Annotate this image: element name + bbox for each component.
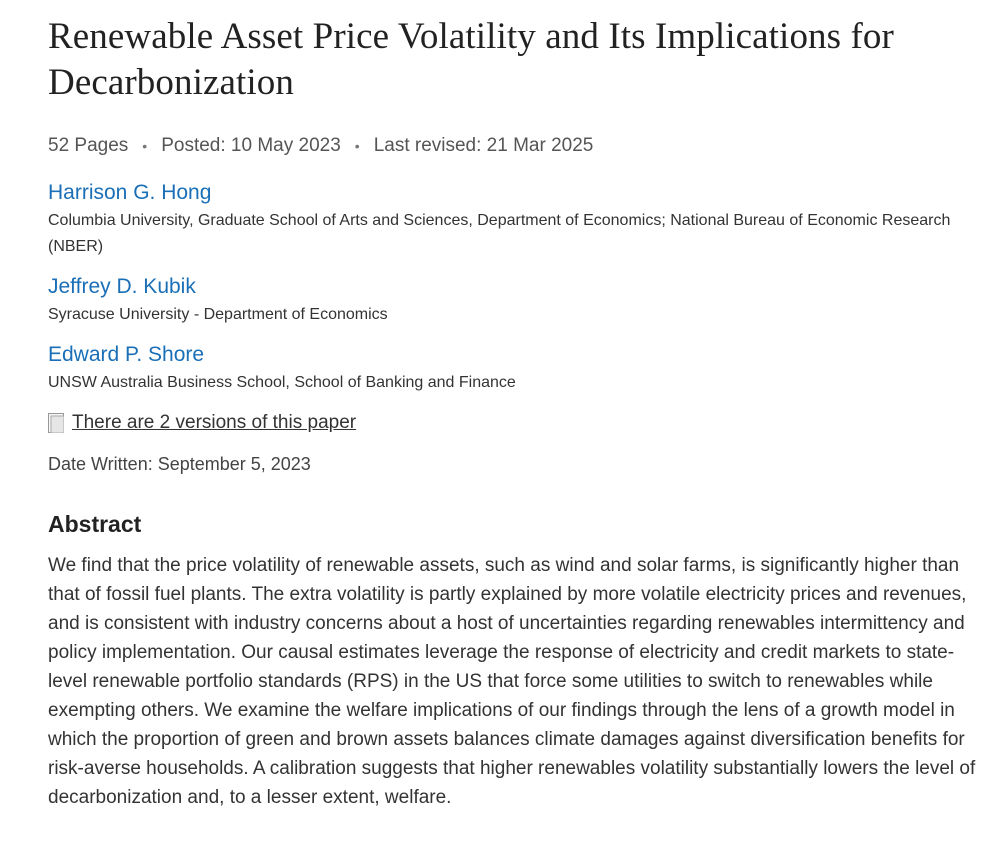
paper-meta — [48, 134, 992, 158]
author-list — [48, 180, 992, 396]
paper-page — [48, 0, 992, 812]
revised-date: Last revised: 21 Mar 2025 — [373, 135, 594, 156]
author-affiliation: UNSW Australia Business School, School of Banking and Finance — [48, 374, 516, 391]
author-entry — [48, 342, 992, 396]
author-affiliation: Syracuse University - Department of Economics — [48, 306, 388, 323]
versions-row — [48, 410, 992, 436]
author-link-hong[interactable]: Harrison G. Hong — [48, 181, 212, 204]
abstract-heading: Abstract — [48, 511, 142, 537]
page-count: 52 Pages — [48, 135, 129, 156]
author-entry — [48, 180, 992, 260]
posted-date: Posted: 10 May 2023 — [161, 135, 341, 156]
meta-separator: • — [142, 138, 148, 154]
paper-title: Renewable Asset Price Volatility and Its Implications for Decarbonization — [48, 16, 894, 103]
date-written: Date Written: September 5, 2023 — [48, 454, 311, 474]
abstract-text: We find that the price volatility of renewable assets, such as wind and solar farms, is significantly higher than that of fossil fuel plants. The extra volatility is partly explained by more volatile electricity prices and revenues, and is consistent with industry concerns about a host of uncertainties regarding renewables intermittency and policy implementation. Our causal estimates leverage the response of electricity and credit markets to state-level renewable portfolio standards (RPS) in the US that force some utilities to switch to renewables while exempting others. We examine the welfare implications of our findings through the lens of a growth model in which the proportion of green and brown assets balances climate damages against diversification benefits for risk-averse households. A calibration suggests that higher renewables volatility substantially lowers the level of decarbonization and, to a lesser extent, welfare. — [48, 555, 976, 808]
versions-link[interactable]: There are 2 versions of this paper — [72, 412, 357, 433]
author-affiliation: Columbia University, Graduate School of Arts and Sciences, Department of Economics; National Bureau of Economic Research (NBER) — [48, 212, 951, 255]
document-icon — [48, 413, 64, 433]
author-link-shore[interactable]: Edward P. Shore — [48, 343, 205, 366]
author-link-kubik[interactable]: Jeffrey D. Kubik — [48, 275, 196, 298]
author-entry — [48, 274, 992, 328]
meta-separator: • — [354, 138, 360, 154]
